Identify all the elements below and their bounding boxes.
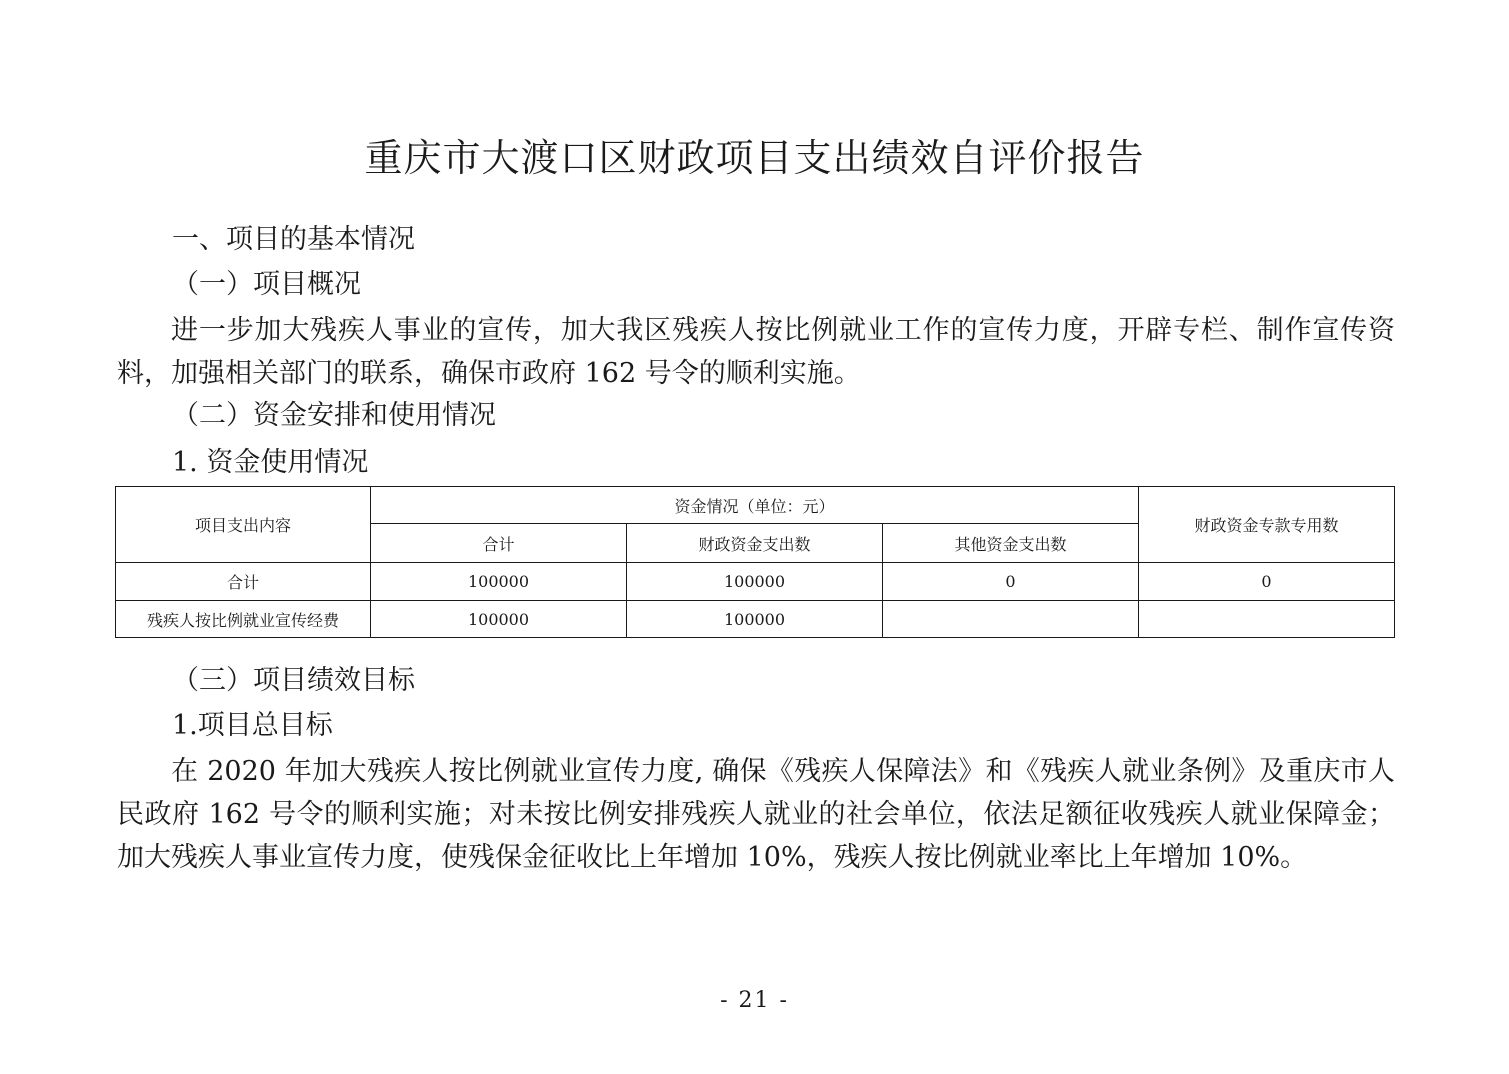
row-total-cell: 100000 xyxy=(371,563,627,601)
row-item-cell: 合计 xyxy=(116,563,371,601)
row-fiscal-cell: 100000 xyxy=(627,601,883,638)
subheader-total-cell: 合计 xyxy=(371,524,627,563)
subsection-heading-overall-goal: 1.项目总目标 xyxy=(172,710,333,741)
subsection-heading-fund-usage: 1. 资金使用情况 xyxy=(172,447,369,478)
row-total-cell: 100000 xyxy=(371,601,627,638)
subheader-fiscal-cell: 财政资金支出数 xyxy=(627,524,883,563)
fund-usage-table xyxy=(115,486,1395,638)
row-special-cell: 0 xyxy=(1139,563,1395,601)
table-row xyxy=(116,563,1395,601)
header-special-cell: 财政资金专款专用数 xyxy=(1139,487,1395,563)
subheader-other-cell: 其他资金支出数 xyxy=(883,524,1139,563)
row-other-cell: 0 xyxy=(883,563,1139,601)
section-heading-basic-info: 一、项目的基本情况 xyxy=(172,224,415,255)
subsection-heading-funding: （二）资金安排和使用情况 xyxy=(172,400,496,431)
header-item-cell: 项目支出内容 xyxy=(116,487,371,563)
page-number: - 21 - xyxy=(720,988,789,1013)
table-row xyxy=(116,601,1395,638)
header-funds-cell: 资金情况（单位：元） xyxy=(371,487,1139,524)
overview-paragraph: 进一步加大残疾人事业的宣传，加大我区残疾人按比例就业工作的宣传力度，开辟专栏、制作宣传资料，加强相关部门的联系，确保市政府 162 号令的顺利实施。 xyxy=(117,315,1395,389)
row-other-cell xyxy=(883,601,1139,638)
overall-goal-paragraph: 在 2020 年加大残疾人按比例就业宣传力度, 确保《残疾人保障法》和《残疾人就业条例》及重庆市人民政府 162 号令的顺利实施；对未按比例安排残疾人就业的社会单位，依法足额征收残疾人就业保障金；加大残疾人事业宣传力度，使残保金征收比上年增加 10%，残疾人按比例就业率比上年增加 10%。 xyxy=(117,756,1395,873)
subsection-heading-overview: （一）项目概况 xyxy=(172,269,361,300)
row-item-cell: 残疾人按比例就业宣传经费 xyxy=(116,601,371,638)
subsection-heading-performance-goals: （三）项目绩效目标 xyxy=(172,665,415,696)
row-fiscal-cell: 100000 xyxy=(627,563,883,601)
table-header-row xyxy=(116,487,1395,524)
row-special-cell xyxy=(1139,601,1395,638)
report-title: 重庆市大渡口区财政项目支出绩效自评价报告 xyxy=(364,136,1145,180)
